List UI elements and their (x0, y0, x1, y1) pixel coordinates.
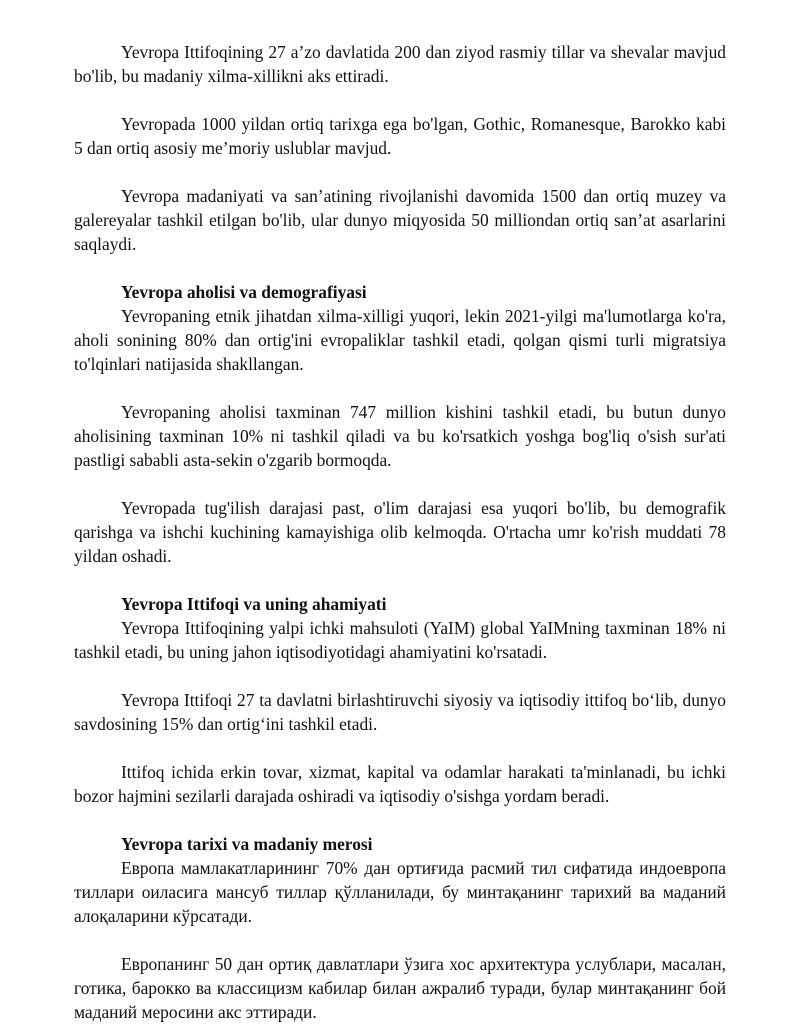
paragraph: Yevropada 1000 yildan ortiq tarixga ega bo'lgan, Gothic, Romanesque, Barokko kabi 5 dan ortiq asosiy me’moriy uslublar mavjud. (74, 114, 726, 158)
paragraph: Yevropada tug'ilish darajasi past, o'lim darajasi esa yuqori bo'lib, bu demografik qarishga va ishchi kuchining kamayishiga olib kelmoqda. O'rtacha umr ko'rish muddati 78 yildan oshadi. (74, 498, 726, 566)
paragraph: Yevropa Ittifoqining yalpi ichki mahsuloti (YaIM) global YaIMning taxminan 18% ni tashkil etadi, bu uning jahon iqtisodiyotidagi ahamiyatini ko'rsatadi. (74, 618, 726, 662)
paragraph: Yevropa madaniyati va san’atining rivojlanishi davomida 1500 dan ortiq muzey va galereyalar tashkil etilgan bo'lib, ular dunyo miqyosida 50 milliondan ortiq san’at asarlarini saqlaydi. (74, 186, 726, 254)
paragraph: Европанинг 50 дан ортиқ давлатлари ўзига хос архитектура услублари, масалан, готика, барокко ва классицизм кабилар билан ажралиб туради, булар минтақанинг бой маданий меросини акс эттиради. (74, 954, 726, 1022)
paragraph: Yevropa Ittifoqining 27 a’zo davlatida 200 dan ziyod rasmiy tillar va shevalar mavjud bo'lib, bu madaniy xilma-xillikni aks ettiradi. (74, 42, 726, 86)
document-page (74, 40, 726, 1024)
section-heading-eu: Yevropa Ittifoqi va uning ahamiyati (121, 594, 387, 614)
section-heading-history: Yevropa tarixi va madaniy merosi (121, 834, 373, 854)
paragraph: Европа мамлакатларининг 70% дан ортиғида расмий тил сифатида индоевропа тиллари оиласига мансуб тиллар қўлланилади, бу минтақанинг тарихий ва маданий алоқаларини кўрсатади. (74, 858, 726, 926)
paragraph: Yevropa Ittifoqi 27 ta davlatni birlashtiruvchi siyosiy va iqtisodiy ittifoq bo‘lib, dunyo savdosining 15% dan ortig‘ini tashkil etadi. (74, 690, 726, 734)
paragraph: Yevropaning etnik jihatdan xilma-xilligi yuqori, lekin 2021-yilgi ma'lumotlarga ko'ra, aholi sonining 80% dan ortig'ini evropaliklar tashkil etadi, qolgan qismi turli migratsiya to'lqinlari natijasida shakllangan. (74, 306, 726, 374)
paragraph: Yevropaning aholisi taxminan 747 million kishini tashkil etadi, bu butun dunyo aholisining taxminan 10% ni tashkil qiladi va bu ko'rsatkich yoshga bog'liq o'sish sur'ati pastligi sababli asta-sekin o'zgarib bormoqda. (74, 402, 726, 470)
paragraph: Ittifoq ichida erkin tovar, xizmat, kapital va odamlar harakati ta'minlanadi, bu ichki bozor hajmini sezilarli darajada oshiradi va iqtisodiy o'sishga yordam beradi. (74, 762, 726, 806)
section-heading-demography: Yevropa aholisi va demografiyasi (121, 282, 367, 302)
